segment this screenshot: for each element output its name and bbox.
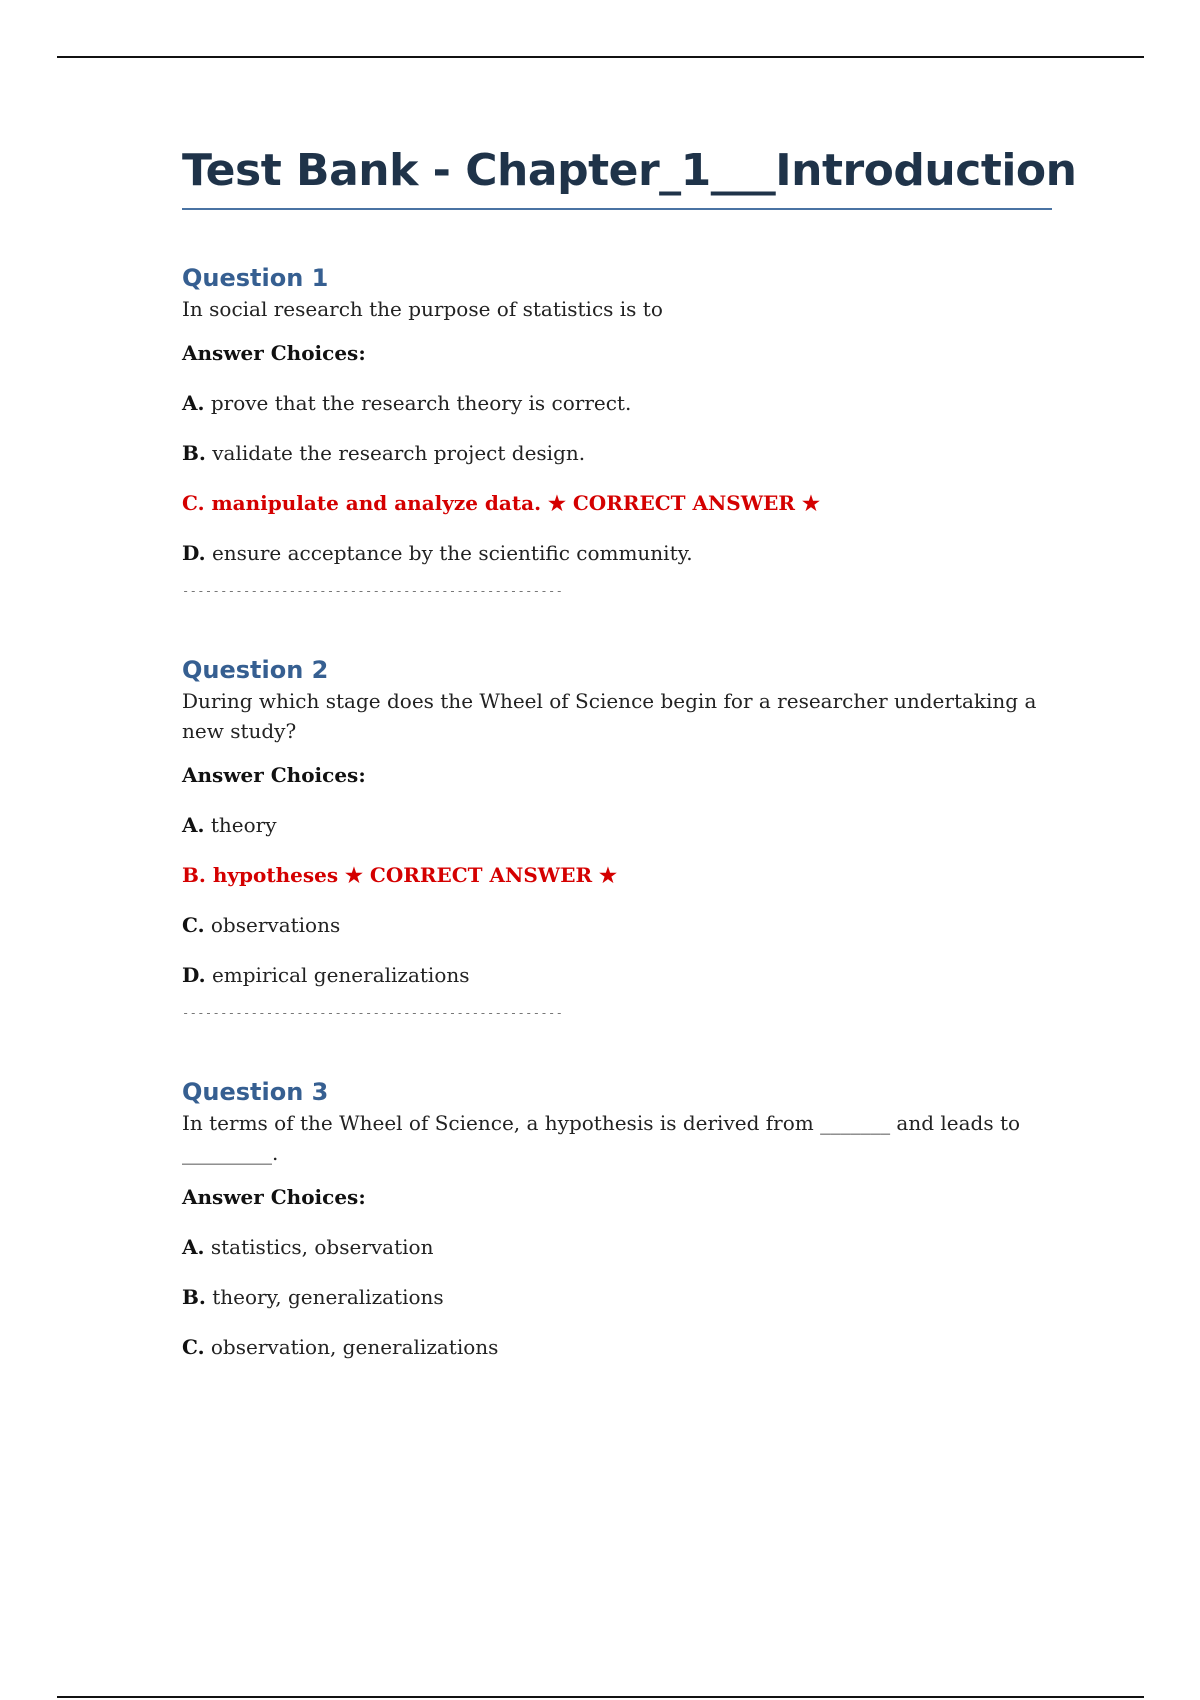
choice-letter: B. (182, 1285, 206, 1309)
page-top-rule (57, 56, 1144, 58)
choice-text: theory, generalizations (205, 1285, 444, 1309)
question-2 (182, 654, 1052, 1020)
page-content (182, 145, 1077, 1382)
choice-d (182, 538, 1052, 568)
choice-text: theory (204, 813, 277, 837)
question-3 (182, 1076, 1052, 1362)
choice-text: observations (204, 913, 341, 937)
choice-d (182, 960, 1052, 990)
choice-b-correct (182, 860, 1052, 890)
choice-text: observation, generalizations (204, 1335, 499, 1359)
choice-text: prove that the research theory is correct. (204, 391, 632, 415)
answer-choices-label: Answer Choices: (182, 1185, 366, 1209)
question-1 (182, 262, 1052, 598)
choice-c-correct (182, 488, 1052, 518)
choice-letter: B. (182, 863, 206, 887)
choice-text: ensure acceptance by the scientific community. (205, 541, 693, 565)
choice-letter: B. (182, 441, 206, 465)
choice-letter: D. (182, 963, 206, 987)
choice-letter: D. (182, 541, 206, 565)
question-separator: -------------------------------------------------- (182, 1006, 564, 1020)
choice-text: validate the research project design. (205, 441, 586, 465)
choice-letter: C. (182, 491, 205, 515)
answer-choices-label: Answer Choices: (182, 763, 366, 787)
question-text: During which stage does the Wheel of Science begin for a researcher undertaking a new study? (182, 689, 1037, 743)
choice-letter: C. (182, 913, 205, 937)
choice-c (182, 1332, 1052, 1362)
choice-a (182, 1232, 1052, 1262)
choice-letter: A. (182, 391, 205, 415)
question-text: In terms of the Wheel of Science, a hypothesis is derived from _______ and leads to _________. (182, 1111, 1021, 1165)
question-separator: -------------------------------------------------- (182, 584, 564, 598)
answer-choices-label: Answer Choices: (182, 341, 366, 365)
choice-c (182, 910, 1052, 940)
document-title: Test Bank - Chapter_1___Introduction (182, 145, 1052, 210)
choice-text: hypotheses ★ CORRECT ANSWER ★ (205, 863, 617, 887)
choice-text: empirical generalizations (205, 963, 470, 987)
choice-a (182, 388, 1052, 418)
question-heading: Question 1 (182, 264, 329, 292)
choice-text: manipulate and analyze data. ★ CORRECT ANSWER ★ (204, 491, 820, 515)
question-heading: Question 3 (182, 1078, 329, 1106)
choice-letter: C. (182, 1335, 205, 1359)
choice-b (182, 1282, 1052, 1312)
choice-letter: A. (182, 813, 205, 837)
question-text: In social research the purpose of statistics is to (182, 297, 663, 321)
page-bottom-rule (57, 1696, 1144, 1698)
choice-text: statistics, observation (204, 1235, 434, 1259)
choice-b (182, 438, 1052, 468)
question-heading: Question 2 (182, 656, 329, 684)
choice-letter: A. (182, 1235, 205, 1259)
choice-a (182, 810, 1052, 840)
